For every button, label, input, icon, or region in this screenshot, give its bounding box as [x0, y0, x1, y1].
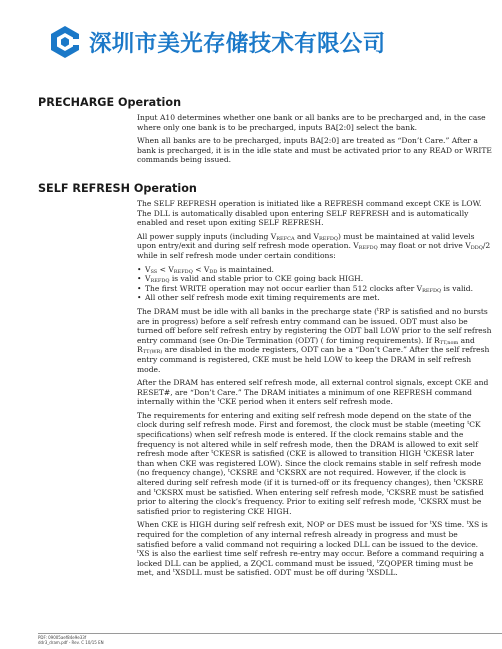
footer-revision: ddr3_dram.pdf - Rev. C 10/15 EN [38, 640, 104, 645]
self-refresh-paragraph: The SELF REFRESH operation is initiated like a REFRESH command except CKE is LOW. The DLL is automatically disabled upon entering SELF REFRESH and is automatically enabled and reset upon exiting SELF REFRESH. [137, 199, 482, 228]
footer-divider [38, 633, 502, 634]
precharge-heading: PRECHARGE Operation [38, 96, 182, 109]
self-refresh-body [137, 199, 492, 582]
self-refresh-paragraph: After the DRAM has entered self refresh mode, all external control signals, except CKE and RESET#, are “Don’t Care.” The DRAM initiates a minimum of one REFRESH command internally within the $^t$CKE period when it enters self refresh mode. [137, 378, 489, 407]
precharge-paragraph: Input A10 determines whether one bank or all banks are to be precharged and, in the case where only one bank is to be precharged, inputs BA[2:0] select the bank. [137, 113, 486, 132]
self-refresh-paragraph: When CKE is HIGH during self refresh exit, NOP or DES must be issued for $^t$XS time. $^t$XS is required for the completion of any internal refresh already in progress and must be satisfied before a valid command not requiring a locked DLL can be issued to the device. $^t$XS is also the earliest time self refresh re-entry may occur. Before a command requiring a locked DLL can be applied, a ZQCL command must be issued, $^t$ZQOPER timing must be met, and $^t$XSDLL must be satisfied. ODT must be off during $^t$XSDLL. [137, 520, 488, 578]
precharge-body [137, 113, 492, 169]
list-item: • $V_{REFDQ}$ is valid and stable prior to CKE going back HIGH. [137, 274, 492, 284]
list-item: • All other self refresh mode exit timing requirements are met. [137, 293, 492, 303]
company-header [47, 21, 385, 63]
list-item: • $V_{SS} < V_{REFDQ} < V_{DD}$ is maintained. [137, 265, 492, 275]
footer-doc-id: PDF: 09005aef84e9e33f [38, 635, 87, 640]
condition-list [137, 265, 492, 303]
precharge-paragraph: When all banks are to be precharged, inputs BA[2:0] are treated as “Don’t Care.” After a bank is precharged, it is in the idle state and must be activated prior to any READ or WRITE commands being issued. [137, 136, 492, 165]
self-refresh-paragraph: The requirements for entering and exiting self refresh mode depend on the state of the clock during self refresh mode. First and foremost, the clock must be stable (meeting $^t$CK specifications) when self refresh mode is entered. If the clock remains stable and the frequency is not altered while in self refresh mode, then the DRAM is allowed to exit self refresh mode after $^t$CKESR is satisfied (CKE is allowed to transition HIGH $^t$CKESR later than when CKE was registered LOW). Since the clock remains stable in self refresh mode (no frequency change), $^t$CKSRE and $^t$CKSRX are not required. However, if the clock is altered during self refresh mode (if it is turned-off or its frequency changes), then $^t$CKSRE and $^t$CKSRX must be satisfied. When entering self refresh mode, $^t$CKSRE must be satisfied prior to altering the clock’s frequency. Prior to exiting self refresh mode, $^t$CKSRX must be satisfied prior to registering CKE HIGH. [137, 410, 484, 516]
self-refresh-paragraph: The DRAM must be idle with all banks in the precharge state ($^t$RP is satisfied and no bursts are in progress) before a self refresh entry command can be issued. ODT must also be turned off before self refresh entry by registering the ODT ball LOW prior to the self refresh entry command (see On-Die Termination (ODT) ( for timing requirements). If $R_{TT,nom}$ and $R_{TT(WR)}$ are disabled in the mode registers, ODT can be a “Don’t Care.” After the self refresh entry command is registered, CKE must be held LOW to keep the DRAM in self refresh mode. [137, 306, 492, 374]
company-name: 深圳市美光存储技术有限公司 [89, 31, 386, 57]
company-logo-icon [47, 24, 83, 60]
page-footer [38, 635, 104, 645]
list-item: • The first WRITE operation may not occur earlier than 512 clocks after $V_{REFDQ}$ is valid. [137, 284, 492, 294]
self-refresh-paragraph: All power supply inputs (including $V_{REFCA}$ and $V_{REFDQ}$) must be maintained at valid levels upon entry/exit and during self refresh mode operation. $V_{REFDQ}$ may float or not drive $V_{DDQ}/2$ while in self refresh mode under certain conditions: [137, 231, 491, 260]
self-refresh-heading: SELF REFRESH Operation [38, 182, 197, 195]
